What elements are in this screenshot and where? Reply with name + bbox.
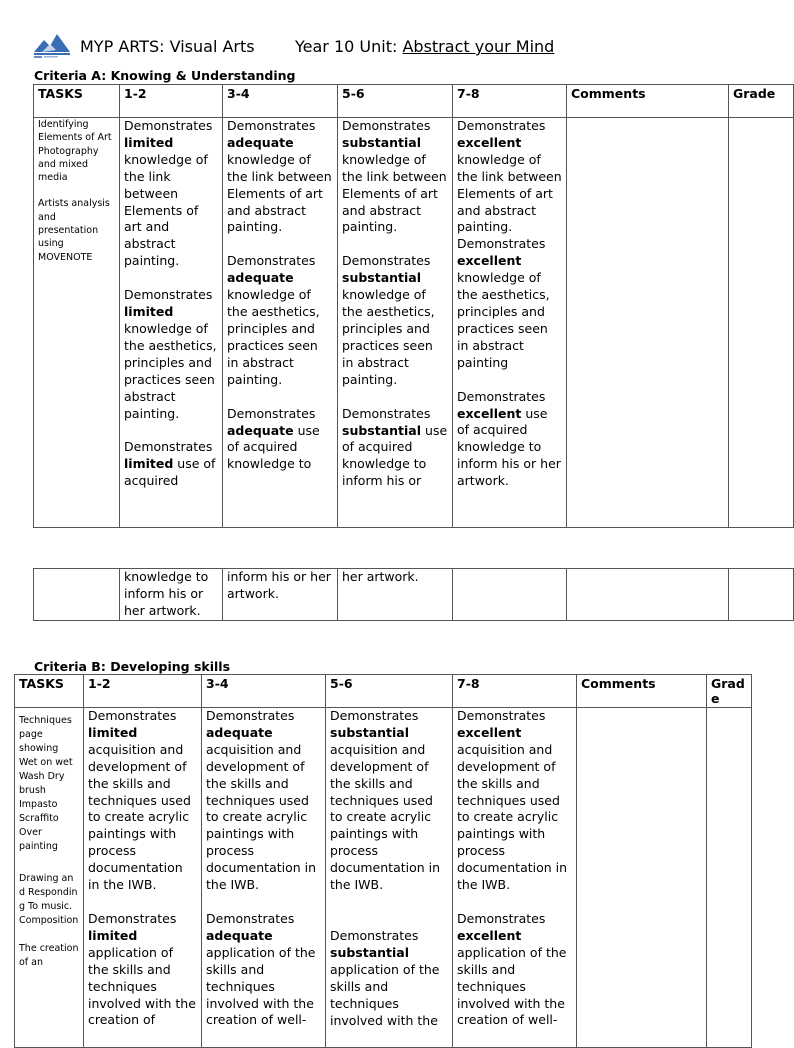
comments-cell[interactable] xyxy=(567,569,729,621)
column-header-grade: Grade xyxy=(707,675,752,708)
descriptor: Demonstrates excellent knowledge of the aesthetics, principles and practices seen in abstract painting xyxy=(457,236,550,370)
column-header-level-5-6: 5-6 xyxy=(338,85,453,118)
descriptor-cell-3-4: inform his or her artwork. xyxy=(223,569,338,621)
descriptor-cell-3-4 xyxy=(223,118,338,528)
column-header-level-1-2: 1-2 xyxy=(120,85,223,118)
criteria-a-table xyxy=(33,84,794,528)
descriptor: Demonstrates limited knowledge of the link between Elements of art and abstract painting. xyxy=(124,118,213,269)
descriptor: Demonstrates limited acquisition and development of the skills and techniques used to create acrylic paintings with process documentation in the IWB. xyxy=(88,708,191,893)
descriptor: Demonstrates substantial acquisition and development of the skills and techniques used to create acrylic paintings with process documentation in the IWB. xyxy=(330,708,441,893)
criteria-a-title: Criteria A: Knowing & Understanding xyxy=(34,68,296,83)
column-header-level-3-4: 3-4 xyxy=(202,675,326,708)
table-row xyxy=(34,118,794,528)
descriptor-cell-1-2: knowledge to inform his or her artwork. xyxy=(120,569,223,621)
criteria-b-header-row xyxy=(15,675,752,708)
descriptor-cell-5-6: her artwork. xyxy=(338,569,453,621)
descriptor: Demonstrates adequate knowledge of the aesthetics, principles and practices seen in abstract painting. xyxy=(227,253,320,387)
column-header-level-1-2: 1-2 xyxy=(84,675,202,708)
descriptor: Demonstrates adequate use of acquired knowledge to xyxy=(227,405,320,472)
unit-name: Abstract your Mind xyxy=(402,37,555,56)
descriptor-cell-7-8 xyxy=(453,569,567,621)
grade-cell[interactable] xyxy=(729,118,794,528)
descriptor-cell-3-4 xyxy=(202,708,326,1048)
unit-label: Year 10 Unit: xyxy=(295,37,398,56)
descriptor: Demonstrates substantial application of the skills and techniques involved with the xyxy=(330,927,440,1028)
task-item: The creation of an xyxy=(19,943,79,968)
descriptor-cell-7-8 xyxy=(453,118,567,528)
descriptor: Demonstrates adequate acquisition and development of the skills and techniques used to create acrylic paintings with process documentation in the IWB. xyxy=(206,708,317,893)
column-header-level-5-6: 5-6 xyxy=(326,675,453,708)
grade-cell[interactable] xyxy=(707,708,752,1048)
criteria-a-continued-table xyxy=(33,568,794,621)
task-item: Techniques page showing Wet on wet Wash Dry brush Impasto Scraffito Over painting xyxy=(19,715,73,852)
table-row xyxy=(34,569,794,621)
descriptor-cell-1-2 xyxy=(120,118,223,528)
column-header-tasks: TASKS xyxy=(34,85,120,118)
descriptor: Demonstrates excellent application of the skills and techniques involved with the creation of well- xyxy=(457,910,567,1028)
comments-cell[interactable] xyxy=(567,118,729,528)
page-title: MYP ARTS: Visual Arts xyxy=(80,37,255,56)
descriptor: Demonstrates limited application of the skills and techniques involved with the creation of xyxy=(88,910,196,1028)
descriptor: Demonstrates adequate knowledge of the link between Elements of art and abstract painting. xyxy=(227,118,332,235)
descriptor: Demonstrates substantial knowledge of the aesthetics, principles and practices seen in abstract painting. xyxy=(342,253,435,387)
descriptor-cell-5-6 xyxy=(338,118,453,528)
comments-cell[interactable] xyxy=(577,708,707,1048)
descriptor-cell-7-8 xyxy=(453,708,577,1048)
tasks-cell xyxy=(34,118,120,528)
criteria-b-title: Criteria B: Developing skills xyxy=(34,659,231,674)
descriptor: Demonstrates excellent use of acquired knowledge to inform his or her artwork. xyxy=(457,388,561,489)
task-item: Artists analysis and presentation using MOVENOTE xyxy=(38,198,110,263)
descriptor-cell-5-6 xyxy=(326,708,453,1048)
tasks-cell xyxy=(15,708,84,1048)
column-header-tasks: TASKS xyxy=(15,675,84,708)
criteria-b-table xyxy=(14,674,752,1048)
column-header-comments: Comments xyxy=(567,85,729,118)
tasks-cell xyxy=(34,569,120,621)
document-header xyxy=(30,28,760,68)
column-header-grade: Grade xyxy=(729,85,794,118)
task-item: Identifying Elements of Art Photography and mixed media xyxy=(38,119,112,184)
descriptor: Demonstrates excellent knowledge of the link between Elements of art and abstract painting. xyxy=(457,118,562,235)
task-item: Drawing and Responding To music. Composition xyxy=(19,873,79,926)
criteria-a-header-row xyxy=(34,85,794,118)
grade-cell[interactable] xyxy=(729,569,794,621)
unit-title xyxy=(295,37,554,56)
column-header-level-7-8: 7-8 xyxy=(453,85,567,118)
descriptor: Demonstrates limited use of acquired xyxy=(124,439,216,489)
descriptor-cell-1-2 xyxy=(84,708,202,1048)
table-row xyxy=(15,708,752,1048)
descriptor: Demonstrates excellent acquisition and development of the skills and techniques used to create acrylic paintings with process documentation in the IWB. xyxy=(457,708,568,893)
column-header-level-7-8: 7-8 xyxy=(453,675,577,708)
descriptor: Demonstrates substantial use of acquired knowledge to inform his or xyxy=(342,405,448,489)
school-logo xyxy=(30,28,76,58)
descriptor: Demonstrates substantial knowledge of the link between Elements of art and abstract painting. xyxy=(342,118,447,235)
column-header-comments: Comments xyxy=(577,675,707,708)
descriptor: Demonstrates limited knowledge of the aesthetics, principles and practices seen abstract painting. xyxy=(124,287,217,421)
column-header-level-3-4: 3-4 xyxy=(223,85,338,118)
descriptor: Demonstrates adequate application of the skills and techniques involved with the creation of well- xyxy=(206,910,316,1028)
